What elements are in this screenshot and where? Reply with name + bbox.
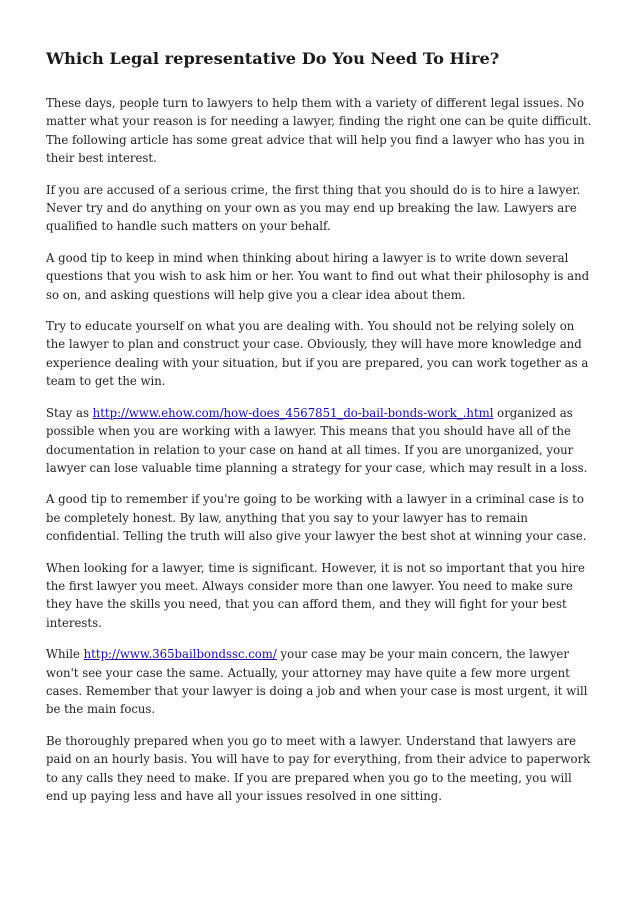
- paragraph-time-significant: When looking for a lawyer, time is significant. However, it is not so important that you hire the first lawyer you meet. Always consider more than one lawyer. You need to make sure they have the skills you need, that you can afford them, and they will fight for your best interests.: [46, 560, 585, 630]
- paragraph-be-prepared: Be thoroughly prepared when you go to meet with a lawyer. Understand that lawyers are paid on an hourly basis. You will have to pay for everything, from their advice to paperwork to any calls they need to make. If you are prepared when you go to the meeting, you will end up paying less and have all your issues resolved in one sitting.: [46, 733, 591, 803]
- paragraph-write-questions: A good tip to keep in mind when thinking about hiring a lawyer is to write down several questions that you wish to ask him or her. You want to find out what their philosophy is and so on, and asking questions will help give you a clear idea about them.: [46, 250, 590, 302]
- paragraph-be-honest: A good tip to remember if you're going to be working with a lawyer in a criminal case is to be completely honest. By law, anything that you say to your lawyer has to remain confidential. Telling the truth will also give your lawyer the best shot at winning your case.: [46, 492, 587, 544]
- paragraph-text-after-link: organized as possible when you are working with a lawyer. This means that you should have all of the documentation in relation to your case on hand at all times. If you are unorganized, your lawyer can lose valuable time planning a strategy for your case, which may result in a loss.: [46, 405, 588, 475]
- paragraph-text-before-link: While: [46, 647, 84, 662]
- page-title: Which Legal representative Do You Need To Hire?: [46, 49, 500, 68]
- bailbonds-link[interactable]: http://www.365bailbondssc.com/: [83, 647, 277, 662]
- paragraph-main-concern: [46, 645, 596, 719]
- paragraph-accused-crime: If you are accused of a serious crime, the first thing that you should do is to hire a lawyer. Never try and do anything on your own as you may end up breaking the law. Lawyers are qualified to handle such matters on your behalf.: [46, 182, 581, 234]
- ehow-link[interactable]: http://www.ehow.com/how-does_4567851_do-bail-bonds-work_.html: [92, 405, 494, 420]
- paragraph-educate-yourself: Try to educate yourself on what you are dealing with. You should not be relying solely on the lawyer to plan and construct your case. Obviously, they will have more knowledge and experience dealing with your situation, but if you are prepared, you can work together as a team to get the win.: [46, 319, 589, 389]
- paragraph-stay-organized: [46, 404, 596, 478]
- paragraph-text-after-link: your case may be your main concern, the lawyer won't see your case the same. Actually, your attorney may have quite a few more urgent cases. Remember that your lawyer is doing a job and when your case is most urgent, it will be the main focus.: [46, 647, 588, 717]
- paragraph-text-before-link: Stay as: [46, 405, 93, 420]
- paragraph-intro: These days, people turn to lawyers to help them with a variety of different legal issues. No matter what your reason is for needing a lawyer, finding the right one can be quite difficult. The following article has some great advice that will help you find a lawyer who has you in their best interest.: [46, 96, 592, 166]
- document-page: [46, 48, 596, 818]
